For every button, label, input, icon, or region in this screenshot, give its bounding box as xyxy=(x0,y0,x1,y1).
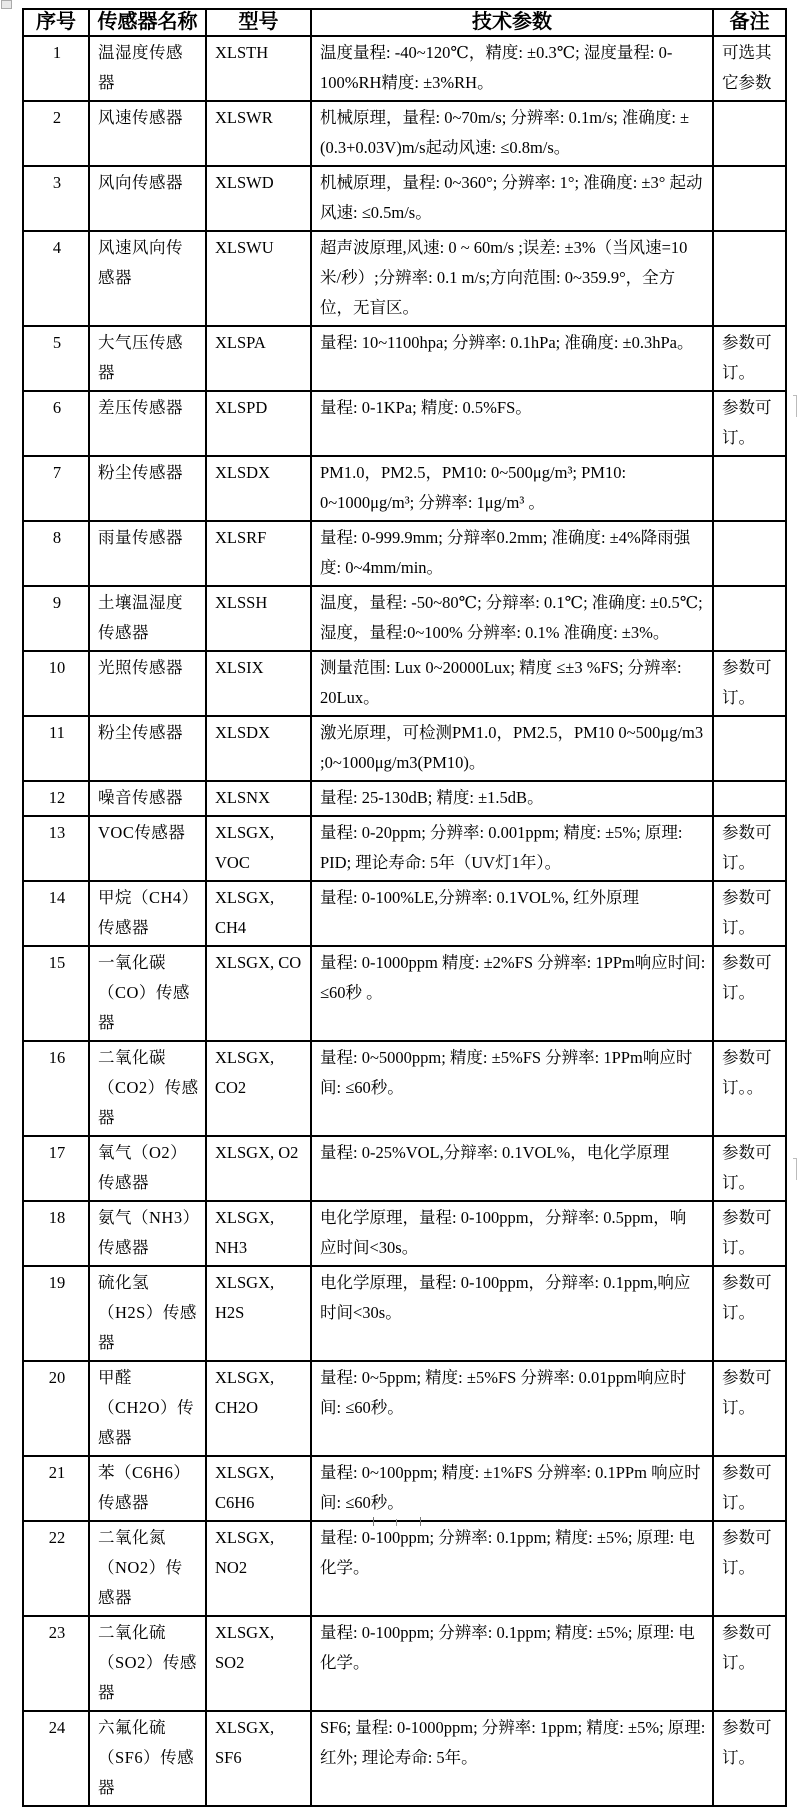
cell-tech-params: 量程: 0~100ppm; 精度: ±1%FS 分辨率: 0.1PPm 响应时间: ≤60秒。 xyxy=(311,1456,713,1521)
cell-sensor-name: 噪音传感器 xyxy=(89,781,206,816)
cell-sensor-name: 二氧化硫（SO2）传感器 xyxy=(89,1616,206,1711)
cell-tech-params: 量程: 0-1KPa; 精度: 0.5%FS。 xyxy=(311,391,713,456)
cell-row-number: 14 xyxy=(23,881,89,946)
cell-note: 参数可订。 xyxy=(713,1201,786,1266)
cell-sensor-name: 甲烷（CH4）传感器 xyxy=(89,881,206,946)
table-row xyxy=(23,166,786,231)
cell-sensor-name: 雨量传感器 xyxy=(89,521,206,586)
cell-note xyxy=(713,231,786,326)
cell-tech-params: 量程: 0-100%LE,分辨率: 0.1VOL%, 红外原理 xyxy=(311,881,713,946)
table-row xyxy=(23,1136,786,1201)
cell-note xyxy=(713,456,786,521)
cell-note: 参数可订。 xyxy=(713,881,786,946)
cell-note: 参数可订。 xyxy=(713,326,786,391)
cell-row-number: 8 xyxy=(23,521,89,586)
cell-model: XLSDX xyxy=(206,456,311,521)
cell-sensor-name: 光照传感器 xyxy=(89,651,206,716)
cell-row-number: 17 xyxy=(23,1136,89,1201)
cell-model: XLSWU xyxy=(206,231,311,326)
cell-note: 参数可订。 xyxy=(713,946,786,1041)
cell-row-number: 19 xyxy=(23,1266,89,1361)
cell-row-number: 20 xyxy=(23,1361,89,1456)
cell-sensor-name: 粉尘传感器 xyxy=(89,716,206,781)
cell-model: XLSSH xyxy=(206,586,311,651)
cell-note: 可选其它参数 xyxy=(713,36,786,101)
cell-tech-params: 量程: 0-20ppm; 分辨率: 0.001ppm; 精度: ±5%; 原理: PID; 理论寿命: 5年（UV灯1年）。 xyxy=(311,816,713,881)
cell-model: XLSGX, O2 xyxy=(206,1136,311,1201)
cell-sensor-name: 甲醛（CH2O）传感器 xyxy=(89,1361,206,1456)
cell-note: 参数可订。 xyxy=(713,1521,786,1616)
cell-tech-params: 量程: 0-999.9mm; 分辩率0.2mm; 准确度: ±4%降雨强度: 0~4mm/min。 xyxy=(311,521,713,586)
cell-model: XLSDX xyxy=(206,716,311,781)
cell-tech-params: 测量范围: Lux 0~20000Lux; 精度 ≤±3 %FS; 分辨率: 20Lux。 xyxy=(311,651,713,716)
cell-model: XLSGX, CH4 xyxy=(206,881,311,946)
cell-model: XLSGX, H2S xyxy=(206,1266,311,1361)
cell-row-number: 1 xyxy=(23,36,89,101)
cell-model: XLSPD xyxy=(206,391,311,456)
table-row xyxy=(23,1521,786,1616)
cell-model: XLSGX, CO xyxy=(206,946,311,1041)
cell-model: XLSPA xyxy=(206,326,311,391)
cell-sensor-name: 二氧化碳（CO2）传感器 xyxy=(89,1041,206,1136)
cell-tech-params: 量程: 0~5ppm; 精度: ±5%FS 分辨率: 0.01ppm响应时间: ≤60秒。 xyxy=(311,1361,713,1456)
cell-model: XLSNX xyxy=(206,781,311,816)
table-row xyxy=(23,1361,786,1456)
cell-model: XLSWD xyxy=(206,166,311,231)
cell-note xyxy=(713,521,786,586)
cell-row-number: 22 xyxy=(23,1521,89,1616)
column-header-model: 型号 xyxy=(206,9,311,36)
cell-sensor-name: 土壤温湿度传感器 xyxy=(89,586,206,651)
column-header-note: 备注 xyxy=(713,9,786,36)
cell-tech-params: 量程: 0-100ppm; 分辨率: 0.1ppm; 精度: ±5%; 原理: 电化学。 xyxy=(311,1521,713,1616)
cell-note: 参数可订。 xyxy=(713,1361,786,1456)
table-row xyxy=(23,1201,786,1266)
cell-row-number: 9 xyxy=(23,586,89,651)
cell-tech-params: 温度，量程: -50~80℃; 分辩率: 0.1℃; 准确度: ±0.5℃; 湿度，量程:0~100% 分辨率: 0.1% 准确度: ±3%。 xyxy=(311,586,713,651)
table-row xyxy=(23,101,786,166)
cell-note xyxy=(713,166,786,231)
cell-row-number: 5 xyxy=(23,326,89,391)
table-row xyxy=(23,521,786,586)
cell-tech-params: 电化学原理，量程: 0-100ppm，分辩率: 0.5ppm，响 应时间<30s。 xyxy=(311,1201,713,1266)
cell-model: XLSGX, NO2 xyxy=(206,1521,311,1616)
cell-row-number: 6 xyxy=(23,391,89,456)
cell-row-number: 11 xyxy=(23,716,89,781)
table-row xyxy=(23,36,786,101)
cell-note: 参数可订。 xyxy=(713,1616,786,1711)
table-handle-icon xyxy=(1,0,12,9)
cell-sensor-name: 苯（C6H6）传感器 xyxy=(89,1456,206,1521)
cell-row-number: 13 xyxy=(23,816,89,881)
cell-row-number: 21 xyxy=(23,1456,89,1521)
cell-model: XLSGX, SO2 xyxy=(206,1616,311,1711)
table-row xyxy=(23,651,786,716)
cell-model: XLSGX, VOC xyxy=(206,816,311,881)
cell-tech-params: 量程: 0-1000ppm 精度: ±2%FS 分辨率: 1PPm响应时间: ≤60秒 。 xyxy=(311,946,713,1041)
cell-row-number: 12 xyxy=(23,781,89,816)
cell-tech-params: 超声波原理,风速: 0 ~ 60m/s ;误差: ±3%（当风速=10米/秒）;分辨率: 0.1 m/s;方向范围: 0~359.9°，全方位，无盲区。 xyxy=(311,231,713,326)
cell-model: XLSGX, C6H6 xyxy=(206,1456,311,1521)
cell-tech-params: 电化学原理，量程: 0-100ppm，分辩率: 0.1ppm,响应时间<30s。 xyxy=(311,1266,713,1361)
table-row xyxy=(23,326,786,391)
cell-model: XLSWR xyxy=(206,101,311,166)
cell-note xyxy=(713,716,786,781)
cell-sensor-name: 温湿度传感器 xyxy=(89,36,206,101)
cell-row-number: 4 xyxy=(23,231,89,326)
cell-tech-params: 量程: 0-100ppm; 分辨率: 0.1ppm; 精度: ±5%; 原理: 电化学。 xyxy=(311,1616,713,1711)
cell-row-number: 15 xyxy=(23,946,89,1041)
table-row xyxy=(23,456,786,521)
cell-model: XLSGX, SF6 xyxy=(206,1711,311,1806)
cell-model: XLSRF xyxy=(206,521,311,586)
table-row xyxy=(23,781,786,816)
cell-note: 参数可订。 xyxy=(713,651,786,716)
cell-sensor-name: 风速风向传感器 xyxy=(89,231,206,326)
cell-note xyxy=(713,101,786,166)
cell-sensor-name: 六氟化硫（SF6）传感器 xyxy=(89,1711,206,1806)
cell-sensor-name: 风速传感器 xyxy=(89,101,206,166)
table-row xyxy=(23,816,786,881)
table-row xyxy=(23,231,786,326)
cell-tech-params: SF6; 量程: 0-1000ppm; 分辨率: 1ppm; 精度: ±5%; 原理: 红外; 理论寿命: 5年。 xyxy=(311,1711,713,1806)
table-row xyxy=(23,1456,786,1521)
cell-model: XLSGX, CO2 xyxy=(206,1041,311,1136)
column-header-name: 传感器名称 xyxy=(89,9,206,36)
cell-model: XLSGX, CH2O xyxy=(206,1361,311,1456)
cell-row-number: 24 xyxy=(23,1711,89,1806)
table-row xyxy=(23,716,786,781)
cell-note: 参数可订。 xyxy=(713,391,786,456)
cell-tech-params: PM1.0，PM2.5，PM10: 0~500μg/m³; PM10: 0~1000μg/m³; 分辨率: 1μg/m³ 。 xyxy=(311,456,713,521)
table-row xyxy=(23,946,786,1041)
sensor-spec-table xyxy=(22,8,787,1807)
cell-sensor-name: VOC传感器 xyxy=(89,816,206,881)
cell-sensor-name: 差压传感器 xyxy=(89,391,206,456)
cell-model: XLSTH xyxy=(206,36,311,101)
cell-tech-params: 量程: 0~5000ppm; 精度: ±5%FS 分辨率: 1PPm响应时间: ≤60秒。 xyxy=(311,1041,713,1136)
cell-sensor-name: 风向传感器 xyxy=(89,166,206,231)
cell-note: 参数可订。。 xyxy=(713,1041,786,1136)
cell-sensor-name: 氧气（O2）传感器 xyxy=(89,1136,206,1201)
cell-sensor-name: 粉尘传感器 xyxy=(89,456,206,521)
cell-model: XLSGX, NH3 xyxy=(206,1201,311,1266)
cell-tech-params: 量程: 0-25%VOL,分辩率: 0.1VOL%，电化学原理 xyxy=(311,1136,713,1201)
cell-note: 参数可订。 xyxy=(713,816,786,881)
cell-tech-params: 机械原理，量程: 0~70m/s; 分辨率: 0.1m/s; 准确度: ±(0.3+0.03V)m/s起动风速: ≤0.8m/s。 xyxy=(311,101,713,166)
revision-mark xyxy=(793,395,797,417)
table-row xyxy=(23,1616,786,1711)
cell-note xyxy=(713,586,786,651)
cell-note: 参数可订。 xyxy=(713,1266,786,1361)
table-body xyxy=(23,36,786,1806)
cell-tech-params: 温度量程: -40~120℃，精度: ±0.3℃; 湿度量程: 0-100%RH精度: ±3%RH。 xyxy=(311,36,713,101)
table-row xyxy=(23,1711,786,1806)
column-header-no: 序号 xyxy=(23,9,89,36)
table-row xyxy=(23,391,786,456)
cell-tech-params: 激光原理，可检测PM1.0，PM2.5，PM10 0~500μg/m3 ;0~1000μg/m3(PM10)。 xyxy=(311,716,713,781)
cell-row-number: 7 xyxy=(23,456,89,521)
cell-note xyxy=(713,781,786,816)
cell-tech-params: 量程: 25-130dB; 精度: ±1.5dB。 xyxy=(311,781,713,816)
cell-row-number: 2 xyxy=(23,101,89,166)
cell-tech-params: 机械原理，量程: 0~360°; 分辨率: 1°; 准确度: ±3° 起动风速: ≤0.5m/s。 xyxy=(311,166,713,231)
cell-tech-params: 量程: 10~1100hpa; 分辨率: 0.1hPa; 准确度: ±0.3hPa。 xyxy=(311,326,713,391)
cell-note: 参数可订。 xyxy=(713,1456,786,1521)
cell-row-number: 10 xyxy=(23,651,89,716)
cell-row-number: 3 xyxy=(23,166,89,231)
page-footer-artifact xyxy=(373,1517,421,1526)
cell-sensor-name: 氨气（NH3）传感器 xyxy=(89,1201,206,1266)
column-header-params: 技术参数 xyxy=(311,9,713,36)
cell-note: 参数可订。 xyxy=(713,1711,786,1806)
cell-sensor-name: 一氧化碳（CO）传感器 xyxy=(89,946,206,1041)
cell-sensor-name: 二氧化氮（NO2）传感器 xyxy=(89,1521,206,1616)
table-row xyxy=(23,1266,786,1361)
table-row xyxy=(23,881,786,946)
cell-sensor-name: 大气压传感器 xyxy=(89,326,206,391)
cell-model: XLSIX xyxy=(206,651,311,716)
cell-row-number: 18 xyxy=(23,1201,89,1266)
table-row xyxy=(23,586,786,651)
cell-sensor-name: 硫化氢（H2S）传感器 xyxy=(89,1266,206,1361)
revision-mark xyxy=(793,1158,797,1180)
table-row xyxy=(23,1041,786,1136)
table-header-row xyxy=(23,9,786,36)
cell-row-number: 23 xyxy=(23,1616,89,1711)
cell-row-number: 16 xyxy=(23,1041,89,1136)
cell-note: 参数可订。 xyxy=(713,1136,786,1201)
